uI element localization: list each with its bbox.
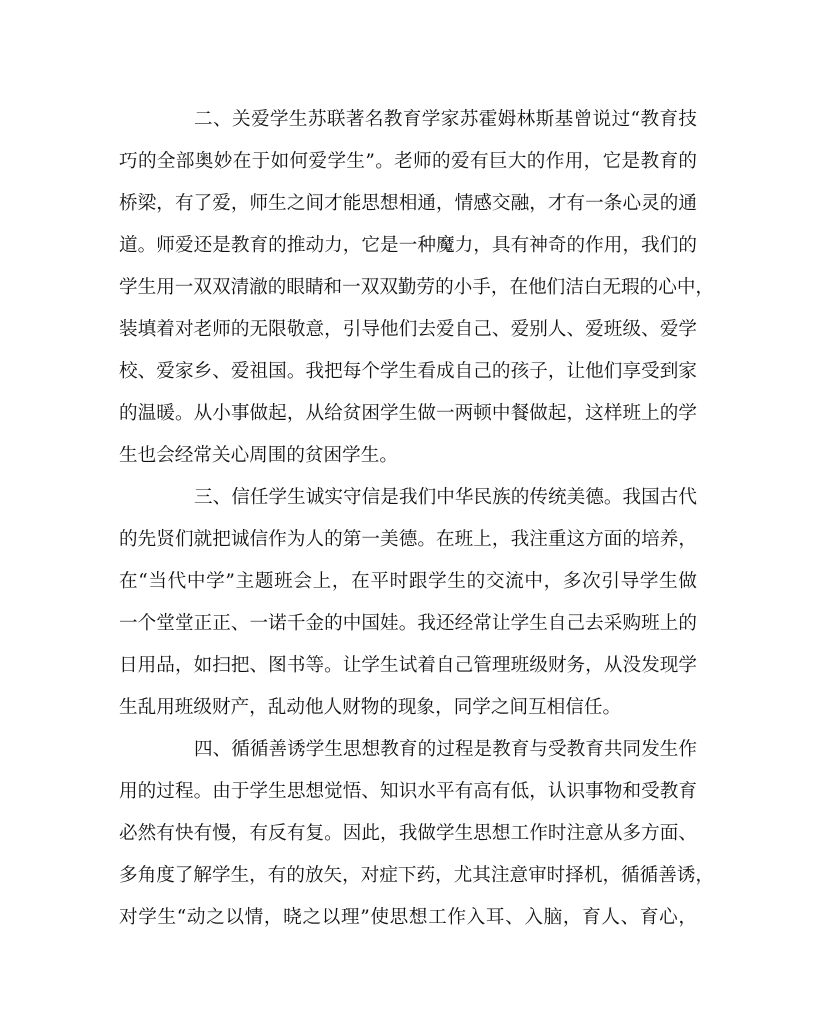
paragraph-3-line-3: 必然有快有慢，有反有复。因此，我做学生思想工作时注意从多方面、 bbox=[119, 823, 697, 844]
paragraph-1-line-7: 校、爱家乡、爱祖国。我把每个学生看成自己的孩子，让他们享受到家 bbox=[119, 361, 697, 382]
paragraph-1-line-9: 生也会经常关心周围的贫困学生。 bbox=[119, 445, 398, 466]
paragraph-1-line-2: 巧的全部奥妙在于如何爱学生”。老师的爱有巨大的作用，它是教育的 bbox=[119, 151, 697, 172]
paragraph-3-line-4: 多角度了解学生，有的放矢，对症下药，尤其注意审时择机，循循善诱， bbox=[119, 865, 715, 886]
paragraph-1-line-6: 装填着对老师的无限敬意，引导他们去爱自己、爱别人、爱班级、爱学 bbox=[119, 319, 697, 340]
paragraph-2-line-1: 三、信任学生诚实守信是我们中华民族的传统美德。我国古代 bbox=[194, 487, 697, 508]
paragraph-2-line-4: 一个堂堂正正、一诺千金的中国娃。我还经常让学生自己去采购班上的 bbox=[119, 613, 697, 634]
paragraph-1-line-1: 二、关爱学生苏联著名教育学家苏霍姆林斯基曾说过“教育技 bbox=[194, 109, 697, 130]
paragraph-3-line-2: 用的过程。由于学生思想觉悟、知识水平有高有低，认识事物和受教育 bbox=[119, 781, 697, 802]
paragraph-1-line-4: 道。师爱还是教育的推动力，它是一种魔力，具有神奇的作用，我们的 bbox=[119, 235, 697, 256]
paragraph-1-line-8: 的温暖。从小事做起，从给贫困学生做一两顿中餐做起，这样班上的学 bbox=[119, 403, 697, 424]
paragraph-2-line-5: 日用品，如扫把、图书等。让学生试着自己管理班级财务，从没发现学 bbox=[119, 655, 697, 676]
paragraph-2-line-2: 的先贤们就把诚信作为人的第一美德。在班上，我注重这方面的培养， bbox=[119, 529, 697, 550]
paragraph-3-line-1: 四、循循善诱学生思想教育的过程是教育与受教育共同发生作 bbox=[194, 739, 697, 760]
paragraph-1-line-3: 桥梁，有了爱，师生之间才能思想相通，情感交融，才有一条心灵的通 bbox=[119, 193, 697, 214]
paragraph-3-line-5: 对学生“动之以情，晓之以理”使思想工作入耳、入脑，育人、育心， bbox=[119, 907, 697, 928]
paragraph-2-line-6: 生乱用班级财产，乱动他人财物的现象，同学之间互相信任。 bbox=[119, 697, 622, 718]
paragraph-1-line-5: 学生用一双双清澈的眼睛和一双双勤劳的小手，在他们洁白无瑕的心中， bbox=[119, 277, 715, 298]
paragraph-2-line-3: 在“当代中学”主题班会上，在平时跟学生的交流中，多次引导学生做 bbox=[119, 571, 697, 592]
